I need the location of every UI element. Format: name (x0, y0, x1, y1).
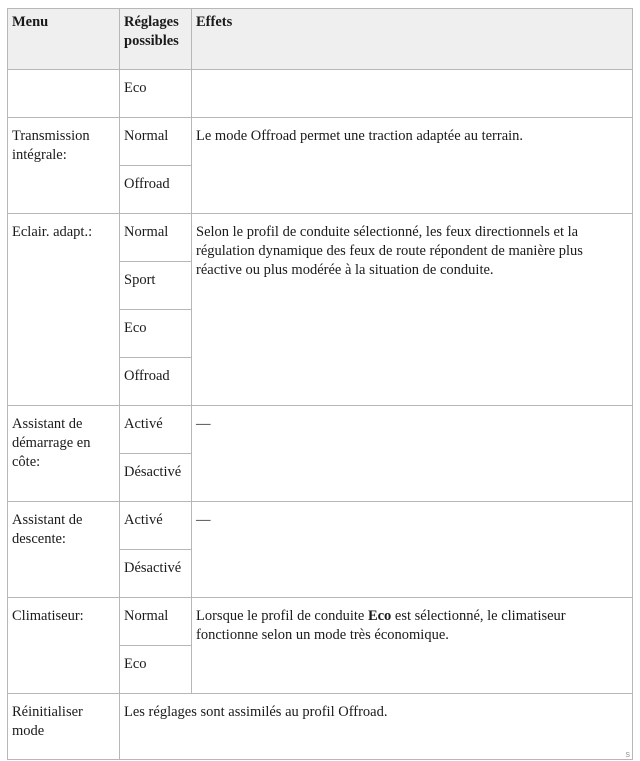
table-row (8, 214, 633, 262)
effect-climatiseur (192, 598, 633, 694)
table-row (8, 598, 633, 646)
option-cell: Normal (120, 598, 192, 646)
option-cell: Normal (120, 214, 192, 262)
option-cell: Offroad (120, 166, 192, 214)
menu-climatiseur: Climatiseur: (8, 598, 120, 694)
effect-descente: — (192, 502, 633, 598)
effect-reinit: Les réglages sont assimilés au profil Offroad. (120, 694, 633, 760)
menu-reinit: Réinitialiser mode (8, 694, 120, 760)
option-cell: Eco (120, 70, 192, 118)
table-row (8, 70, 633, 118)
table-row (8, 502, 633, 550)
option-cell: Désactivé (120, 550, 192, 598)
effect-text: Lorsque le profil de conduite (196, 608, 368, 624)
option-cell: Eco (120, 310, 192, 358)
menu-cell-empty (8, 70, 120, 118)
menu-descente: Assistant de descente: (8, 502, 120, 598)
header-effects: Effets (192, 9, 633, 70)
header-menu: Menu (8, 9, 120, 70)
option-cell: Offroad (120, 358, 192, 406)
option-cell: Sport (120, 262, 192, 310)
menu-transmission: Transmission intégrale: (8, 118, 120, 214)
effect-transmission: Le mode Offroad permet une traction adaptée au terrain. (192, 118, 633, 214)
effect-bold: Eco (367, 608, 392, 624)
table-row (8, 406, 633, 454)
header-settings: Réglages possibles (120, 9, 192, 70)
effect-text: est sélectionné, le climatiseur fonctionne selon un mode très économique. (196, 608, 566, 643)
effect-demarrage: — (192, 406, 633, 502)
menu-eclair: Eclair. adapt.: (8, 214, 120, 406)
effect-cell-empty (192, 70, 633, 118)
table-row (8, 118, 633, 166)
menu-demarrage: Assistant de démarrage en côte: (8, 406, 120, 502)
option-cell: Activé (120, 502, 192, 550)
footer-mark: s (625, 749, 630, 759)
settings-table (7, 8, 633, 760)
table-header-row (8, 9, 633, 70)
effect-eclair: Selon le profil de conduite sélectionné, les feux directionnels et la régulation dynamique des feux de route répondent de manière plus réactive ou plus modérée à la situation de conduite. (192, 214, 633, 406)
option-cell: Désactivé (120, 454, 192, 502)
option-cell: Normal (120, 118, 192, 166)
option-cell: Activé (120, 406, 192, 454)
option-cell: Eco (120, 646, 192, 694)
table-row (8, 694, 633, 760)
